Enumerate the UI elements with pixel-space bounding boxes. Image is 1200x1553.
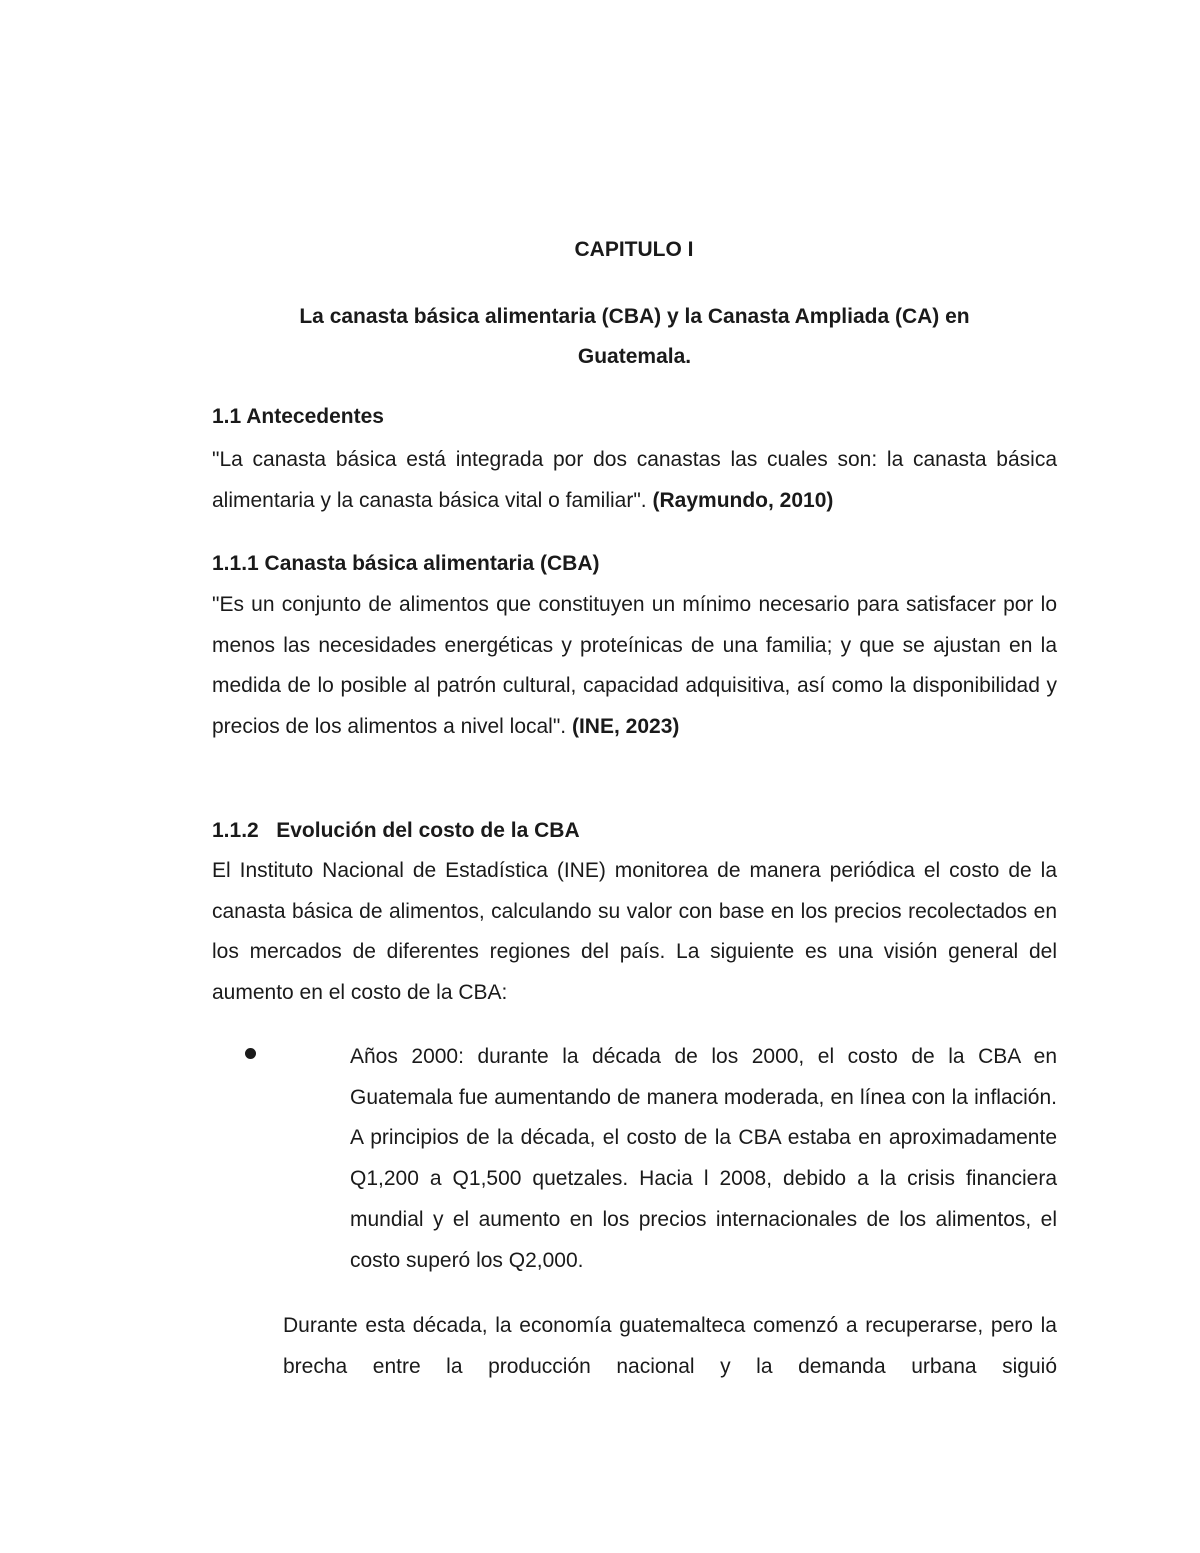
document-title <box>212 297 1057 377</box>
section-heading-1-1-2 <box>212 817 1057 845</box>
section-1-1-1-paragraph <box>212 585 1057 747</box>
followup-paragraph: Durante esta década, la economía guatemalteca comenzó a recuperarse, pero la brecha entre la producción nacional y la demanda urbana siguió <box>283 1314 1057 1378</box>
section-heading-1-1: 1.1 Antecedentes <box>212 405 384 428</box>
section-1-1-citation: (Raymundo, 2010) <box>652 488 834 512</box>
bullet-item-2000s: Años 2000: durante la década de los 2000, el costo de la CBA en Guatemala fue aumentando de manera moderada, en línea con la inflación. A principios de la década, el costo de la CBA estaba en aproximadamente Q1,200 a Q1,500 quetzales. Hacia l 2008, debido a la crisis financiera mundial y el aumento en los precios internacionales de los alimentos, el costo superó los Q2,000. <box>350 1045 1057 1272</box>
section-1-1-2-paragraph: El Instituto Nacional de Estadística (INE) monitorea de manera periódica el costo de la canasta básica de alimentos, calculando su valor con base en los precios recolectados en los mercados de diferentes regiones del país. La siguiente es una visión general del aumento en el costo de la CBA: <box>212 859 1057 1004</box>
section-1-1-2-number: 1.1.2 <box>212 819 259 842</box>
section-1-1-1-text: "Es un conjunto de alimentos que constituyen un mínimo necesario para satisfacer por lo menos las necesidades energéticas y proteínicas de una familia; y que se ajustan en la medida de lo posible al patrón cultural, capacidad adquisitiva, así como la disponibilidad y precios de los alimentos a nivel local". <box>212 593 1057 738</box>
section-heading-1-1-1: 1.1.1 Canasta básica alimentaria (CBA) <box>212 552 600 575</box>
document-title-line-2: Guatemala. <box>577 345 692 368</box>
bullet-dot-icon <box>245 1048 256 1059</box>
chapter-title: CAPITULO I <box>574 238 694 261</box>
section-1-1-paragraph <box>212 440 1057 521</box>
section-1-1-2-title: Evolución del costo de la CBA <box>276 819 580 842</box>
section-1-1-1-citation: (INE, 2023) <box>571 714 680 738</box>
document-title-line-1: La canasta básica alimentaria (CBA) y la Canasta Ampliada (CA) en <box>299 305 970 328</box>
section-1-1-text: "La canasta básica está integrada por dos canastas las cuales son: la canasta básica alimentaria y la canasta básica vital o familiar". <box>212 448 1057 512</box>
